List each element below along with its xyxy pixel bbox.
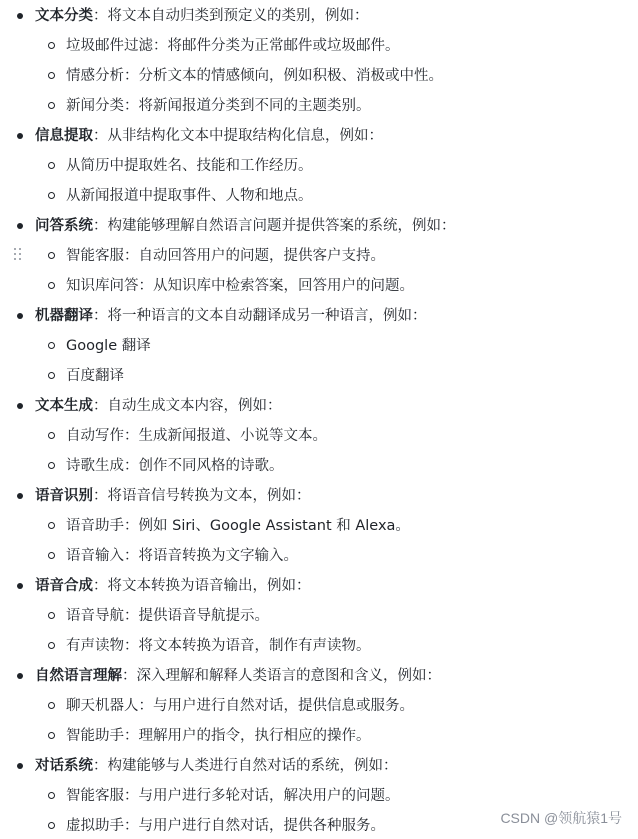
section-desc: ：从非结构化文本中提取结构化信息，例如： [93,128,383,144]
section-title: 文本分类 [35,8,93,24]
sub-item-text: Google 翻译 [66,338,151,354]
sub-item-text: 新闻分类：将新闻报道分类到不同的主题类别。 [66,98,371,114]
sub-item-text: 从简历中提取姓名、技能和工作经历。 [66,158,313,174]
section-heading [35,481,311,511]
sub-item-text: 语音助手：例如 Siri、Google Assistant 和 Alexa。 [66,518,410,534]
section-desc: ：构建能够理解自然语言问题并提供答案的系统，例如： [93,218,456,234]
sub-item-text: 情感分析：分析文本的情感倾向，例如积极、消极或中性。 [66,68,443,84]
section-desc: ：深入理解和解释人类语言的意图和含义，例如： [122,668,441,684]
hollow-bullet-icon [48,372,55,379]
hollow-bullet-icon [48,282,55,289]
section-desc: ：将文本转换为语音输出，例如： [93,578,311,594]
hollow-bullet-icon [48,792,55,799]
hollow-bullet-icon [48,192,55,199]
section-title: 信息提取 [35,128,93,144]
sub-item-text: 聊天机器人：与用户进行自然对话，提供信息或服务。 [66,698,414,714]
hollow-bullet-icon [48,432,55,439]
hollow-bullet-icon [48,102,55,109]
hollow-bullet-icon [48,702,55,709]
sub-item-text: 诗歌生成：创作不同风格的诗歌。 [66,458,284,474]
sub-item-text: 百度翻译 [66,368,124,384]
section-desc: ：将一种语言的文本自动翻译成另一种语言，例如： [93,308,427,324]
section-heading [35,571,311,601]
hollow-bullet-icon [48,612,55,619]
section-title: 自然语言理解 [35,668,122,684]
section-heading [35,391,282,421]
sub-item-text: 知识库问答：从知识库中检索答案，回答用户的问题。 [66,278,414,294]
bullet-icon [17,763,23,769]
bullet-icon [17,493,23,499]
section-heading [35,121,383,151]
hollow-bullet-icon [48,42,55,49]
hollow-bullet-icon [48,642,55,649]
bullet-icon [17,313,23,319]
section-heading [35,211,456,241]
watermark: CSDN @领航猿1号 [500,810,622,826]
sub-item-text: 从新闻报道中提取事件、人物和地点。 [66,188,313,204]
section-title: 语音识别 [35,488,93,504]
hollow-bullet-icon [48,462,55,469]
section-heading [35,661,441,691]
hollow-bullet-icon [48,252,55,259]
sub-item-text: 智能客服：与用户进行多轮对话，解决用户的问题。 [66,788,400,804]
hollow-bullet-icon [48,732,55,739]
section-desc: ：构建能够与人类进行自然对话的系统，例如： [93,758,398,774]
sub-item-text: 自动写作：生成新闻报道、小说等文本。 [66,428,327,444]
section-desc: ：将语音信号转换为文本，例如： [93,488,311,504]
bullet-icon [17,13,23,19]
bullet-icon [17,223,23,229]
hollow-bullet-icon [48,552,55,559]
section-title: 问答系统 [35,218,93,234]
section-heading [35,751,398,781]
hollow-bullet-icon [48,822,55,829]
sub-item-text: 智能助手：理解用户的指令，执行相应的操作。 [66,728,371,744]
bullet-icon [17,673,23,679]
section-heading [35,301,427,331]
drag-handle-icon[interactable] [12,248,24,264]
section-desc: ：将文本自动归类到预定义的类别，例如： [93,8,369,24]
section-heading [35,1,369,31]
hollow-bullet-icon [48,342,55,349]
sub-item-text: 垃圾邮件过滤：将邮件分类为正常邮件或垃圾邮件。 [66,38,400,54]
bullet-icon [17,403,23,409]
sub-item-text: 虚拟助手：与用户进行自然对话，提供各种服务。 [66,818,385,834]
section-title: 文本生成 [35,398,93,414]
section-title: 语音合成 [35,578,93,594]
bullet-icon [17,133,23,139]
section-desc: ：自动生成文本内容，例如： [93,398,282,414]
hollow-bullet-icon [48,522,55,529]
section-title: 对话系统 [35,758,93,774]
sub-item-text: 语音导航：提供语音导航提示。 [66,608,269,624]
bullet-icon [17,583,23,589]
hollow-bullet-icon [48,162,55,169]
hollow-bullet-icon [48,72,55,79]
section-title: 机器翻译 [35,308,93,324]
sub-item-text: 有声读物：将文本转换为语音，制作有声读物。 [66,638,371,654]
sub-item-text: 语音输入：将语音转换为文字输入。 [66,548,298,564]
sub-item-text: 智能客服：自动回答用户的问题，提供客户支持。 [66,248,385,264]
